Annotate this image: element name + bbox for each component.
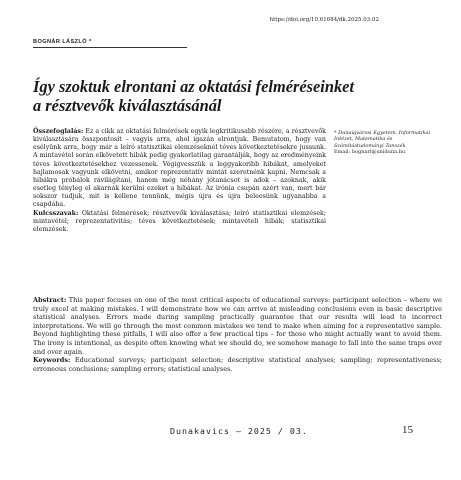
article-title [33, 77, 433, 115]
english-keywords [33, 356, 442, 373]
hungarian-keywords-label: Kulcsszavak: [33, 209, 79, 217]
hungarian-keywords [33, 210, 326, 234]
journal-issue: Dunakavics – 2025 / 03. [170, 426, 308, 436]
hungarian-abstract [33, 128, 326, 210]
hungarian-abstract-label: Összefoglalás: [33, 128, 84, 135]
hungarian-abstract-text: Ez a cikk az oktatási felmérések egyik legkritikusabb részére, a résztvevők kiválasztására összpontosít – vagyis arra, ahol igazán elrontjuk. Bemutatom, hogy van esélyünk arra, hogy már a leíró statisztikai elemzéseknél téves következtetésekre jussunk. A mintavétel során elkövetett hibák pedig gyakorlatilag garantálják, hogy az eredményeink téves következtetésekhez vezessenek. Végigvesszük a leggyakoribb hibákat, amelyeket hajlamosak vagyunk elkövetni, amikor reprezentatív mintát szeretnénk kapni. Nemcsak a hibákra próbálok rávilágítani, hanem még néhány jótanácsot is adok – azoknak, akik esetleg tényleg el akarnák kerülni ezeket a hibákat. Az irónia csupán azért van, mert bár sokszor tudjuk, mit is kellene tennünk, mégis újra és újra beleesünk ugyanabba a csapdába. [33, 128, 326, 209]
english-abstract-section [33, 296, 442, 373]
author-divider [33, 47, 187, 48]
english-abstract-label: Abstract: [33, 296, 67, 304]
page-footer [0, 424, 461, 444]
hungarian-keywords-text: Oktatási felmérések; résztvevők kiválasztása; leíró statisztikai elemzések; mintavétel; reprezentativitás; téves következtetések; mintavételi hibák; statisztikai elemzések. [33, 209, 326, 233]
english-abstract-text: This paper focuses on one of the most critical aspects of educational surveys: participant selection – where we truly excel at making mistakes. I will demonstrate how we can arrive at misleading conclusions even in basic descriptive statistical analyses. Errors made during sampling practically guarantee that our results will lead to incorrect interpretations. We will go through the most common mistakes we tend to make when aiming for a representative sample. Beyond highlighting these pitfalls, I will also offer a few practical tips – for those who might actually want to avoid them. The irony is intentional, as despite often knowing what we should do, we somehow manage to fall into the same traps over and over again. [33, 296, 442, 356]
author-affiliation [334, 130, 442, 155]
english-keywords-label: Keywords: [33, 356, 71, 365]
author-email[interactable]: Email: bognarl@uniduna.hu [334, 148, 406, 155]
page-number: 15 [402, 424, 413, 436]
affiliation-text: * Dunaújvárosi Egyetem, Informatikai Intézet, Matematika és Számítástudományi Tanszék [334, 130, 431, 149]
english-abstract [33, 296, 442, 356]
article-title-line-2: a résztvevők kiválasztásánál [33, 96, 222, 115]
english-keywords-text: Educational surveys; participant selection; descriptive statistical analyses; sampling; representativeness; erroneous conclusions; sampling errors; statistical analyses. [33, 356, 442, 373]
doi-link[interactable]: https://doi.org/10.61684/dk.2025.03.02 [269, 17, 379, 23]
author-name: BOGNÁR LÁSZLÓ * [33, 39, 92, 45]
hungarian-abstract-section [33, 128, 326, 234]
article-title-line-1: Így szoktuk elrontani az oktatási felméréseinket [33, 77, 354, 96]
